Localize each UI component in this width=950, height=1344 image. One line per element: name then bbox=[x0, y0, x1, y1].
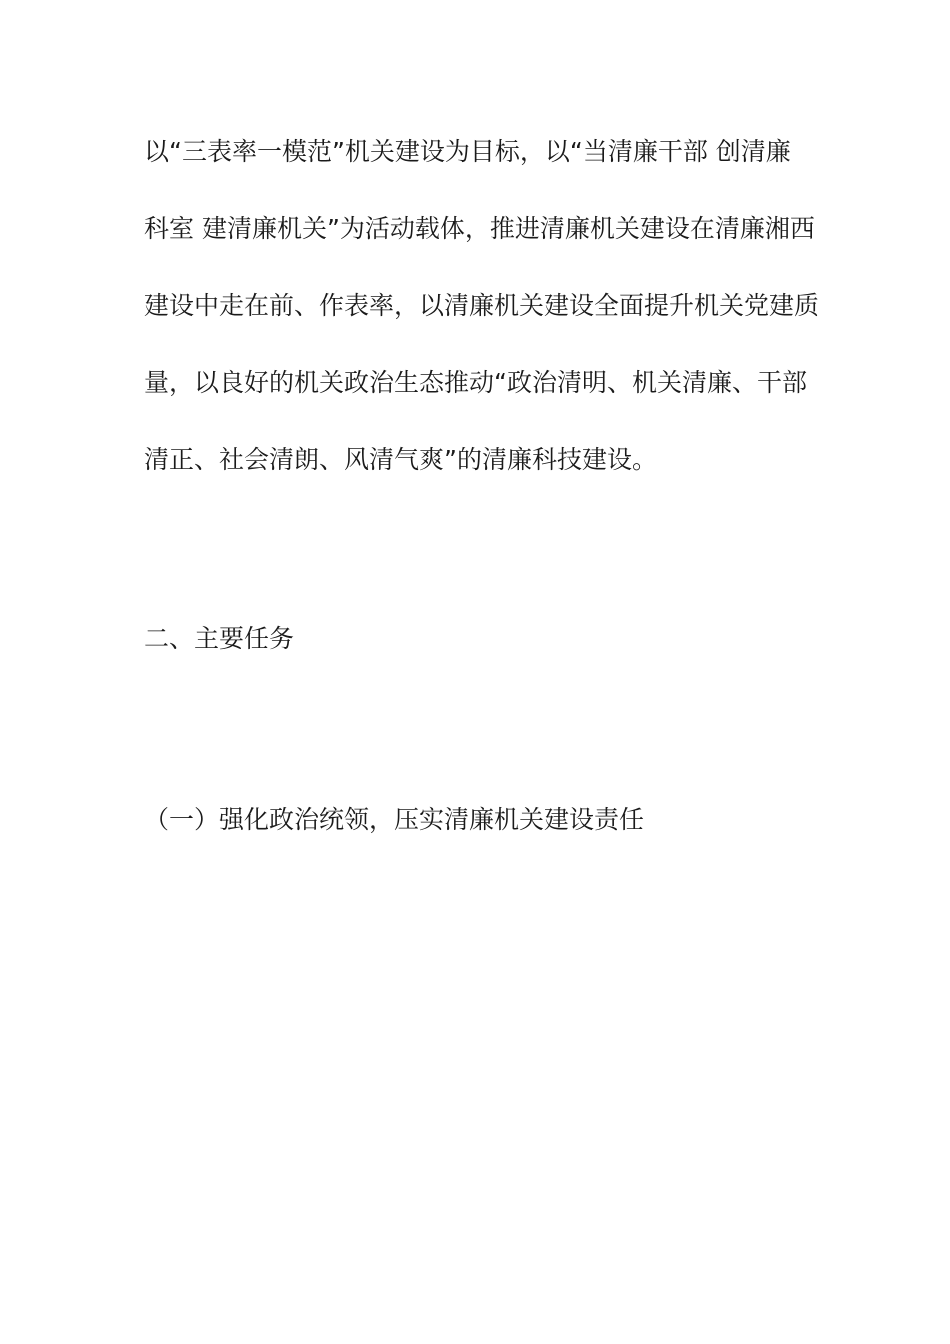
paragraph-line: 量，以良好的机关政治生态推动“政治清明、机关清廉、干部 bbox=[144, 368, 807, 397]
paragraph-line: 以“三表率一模范”机关建设为目标，以“当清廉干部 创清廉 bbox=[144, 137, 791, 166]
paragraph-line: 建设中走在前、作表率，以清廉机关建设全面提升机关党建质 bbox=[144, 291, 820, 320]
paragraph-line: 清正、社会清朗、风清气爽”的清廉科技建设。 bbox=[144, 445, 657, 474]
section-heading: 二、主要任务 bbox=[144, 624, 295, 653]
subsection-heading: （一）强化政治统领，压实清廉机关建设责任 bbox=[144, 805, 645, 834]
paragraph-line: 科室 建清廉机关”为活动载体，推进清廉机关建设在清廉湘西 bbox=[144, 214, 815, 243]
